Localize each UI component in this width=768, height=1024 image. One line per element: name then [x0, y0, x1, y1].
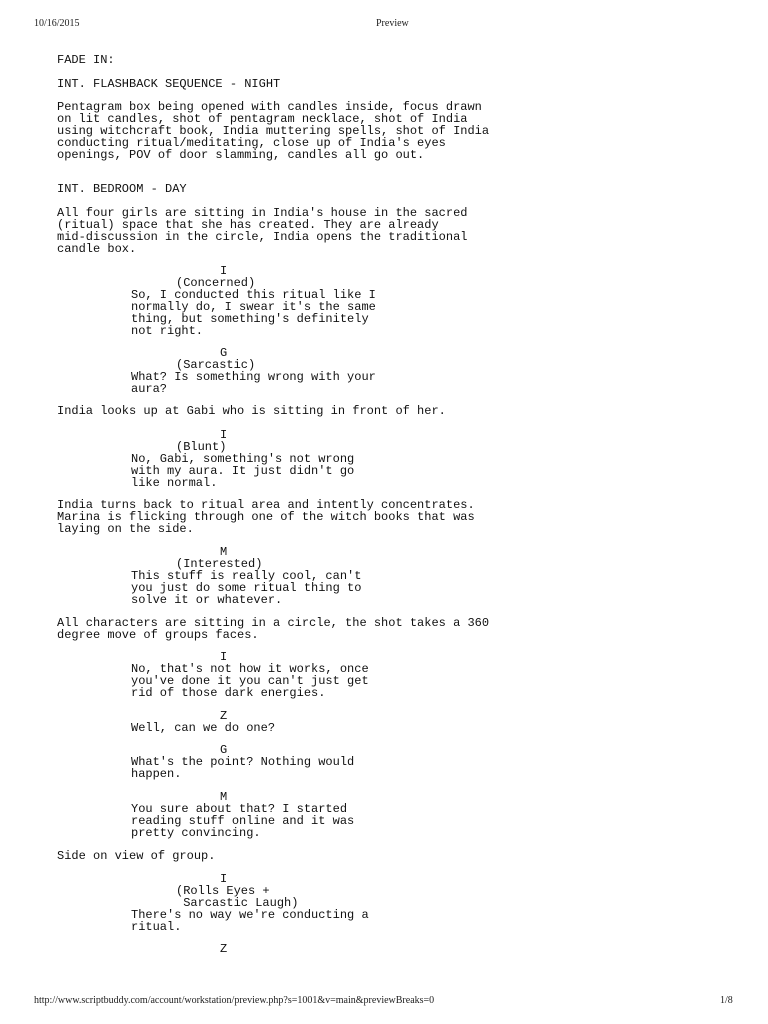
dialogue-line: Well, can we do one? — [131, 721, 276, 735]
browser-footer-url[interactable]: http://www.scriptbuddy.com/account/workstation/preview.php?s=1001&v=main&previewBreaks=0 — [34, 995, 435, 1006]
parenthetical: (Rolls Eyes + — [176, 884, 270, 898]
dialogue-line: This stuff is really cool, can't — [131, 569, 362, 583]
character-name: I — [220, 650, 228, 664]
scene-heading: INT. FLASHBACK SEQUENCE - NIGHT — [57, 77, 281, 91]
action-line: (ritual) space that she has created. They are already — [57, 218, 439, 232]
action-line: openings, POV of door slamming, candles all go out. — [57, 148, 425, 162]
dialogue-line: reading stuff online and it was — [131, 814, 355, 828]
action-line: using witchcraft book, India muttering spells, shot of India — [57, 124, 490, 138]
action-line: conducting ritual/meditating, close up of India's eyes — [57, 136, 446, 150]
browser-header-date: 10/16/2015 — [34, 18, 80, 29]
dialogue-line: rid of those dark energies. — [131, 686, 326, 700]
action-line: All four girls are sitting in India's house in the sacred — [57, 206, 468, 220]
dialogue-line: No, that's not how it works, once — [131, 662, 369, 676]
dialogue-line: normally do, I swear it's the same — [131, 300, 376, 314]
dialogue-line: There's no way we're conducting a — [131, 908, 369, 922]
dialogue-line: What's the point? Nothing would — [131, 755, 355, 769]
dialogue-line: like normal. — [131, 476, 218, 490]
character-name: I — [220, 428, 228, 442]
action-line: degree move of groups faces. — [57, 628, 259, 642]
dialogue-line: pretty convincing. — [131, 826, 261, 840]
dialogue-line: thing, but something's definitely — [131, 312, 369, 326]
character-name: M — [220, 545, 228, 559]
parenthetical: (Sarcastic) — [176, 358, 256, 372]
dialogue-line: not right. — [131, 324, 204, 338]
dialogue-line: solve it or whatever. — [131, 593, 283, 607]
parenthetical: (Blunt) — [176, 440, 227, 454]
action-line: on lit candles, shot of pentagram necklace, shot of India — [57, 112, 468, 126]
dialogue-line: So, I conducted this ritual like I — [131, 288, 376, 302]
action-line: candle box. — [57, 242, 137, 256]
scene-heading: INT. BEDROOM - DAY — [57, 182, 187, 196]
parenthetical: Sarcastic Laugh) — [176, 896, 299, 910]
action-line: India turns back to ritual area and intently concentrates. — [57, 498, 475, 512]
character-name: Z — [220, 709, 228, 723]
parenthetical: (Concerned) — [176, 276, 256, 290]
browser-footer-page-number: 1/8 — [720, 995, 733, 1006]
action-line: All characters are sitting in a circle, the shot takes a 360 — [57, 616, 490, 630]
dialogue-line: happen. — [131, 767, 182, 781]
action-line: Marina is flicking through one of the witch books that was — [57, 510, 475, 524]
dialogue-line: aura? — [131, 382, 168, 396]
dialogue-line: you just do some ritual thing to — [131, 581, 362, 595]
action-line: Pentagram box being opened with candles inside, focus drawn — [57, 100, 482, 114]
character-name: I — [220, 264, 228, 278]
character-name: I — [220, 872, 228, 886]
action-line: mid-discussion in the circle, India opens the traditional — [57, 230, 468, 244]
parenthetical: (Interested) — [176, 557, 263, 571]
action-line: laying on the side. — [57, 522, 194, 536]
action-line: Side on view of group. — [57, 849, 216, 863]
action-line: India looks up at Gabi who is sitting in front of her. — [57, 404, 446, 418]
dialogue-line: You sure about that? I started — [131, 802, 348, 816]
dialogue-line: No, Gabi, something's not wrong — [131, 452, 355, 466]
character-name: G — [220, 346, 228, 360]
browser-header-title: Preview — [376, 18, 409, 29]
dialogue-line: ritual. — [131, 920, 182, 934]
dialogue-line: What? Is something wrong with your — [131, 370, 376, 384]
dialogue-line: you've done it you can't just get — [131, 674, 369, 688]
character-name: M — [220, 790, 228, 804]
character-name: Z — [220, 942, 228, 956]
transition: FADE IN: — [57, 53, 115, 67]
character-name: G — [220, 743, 228, 757]
dialogue-line: with my aura. It just didn't go — [131, 464, 355, 478]
